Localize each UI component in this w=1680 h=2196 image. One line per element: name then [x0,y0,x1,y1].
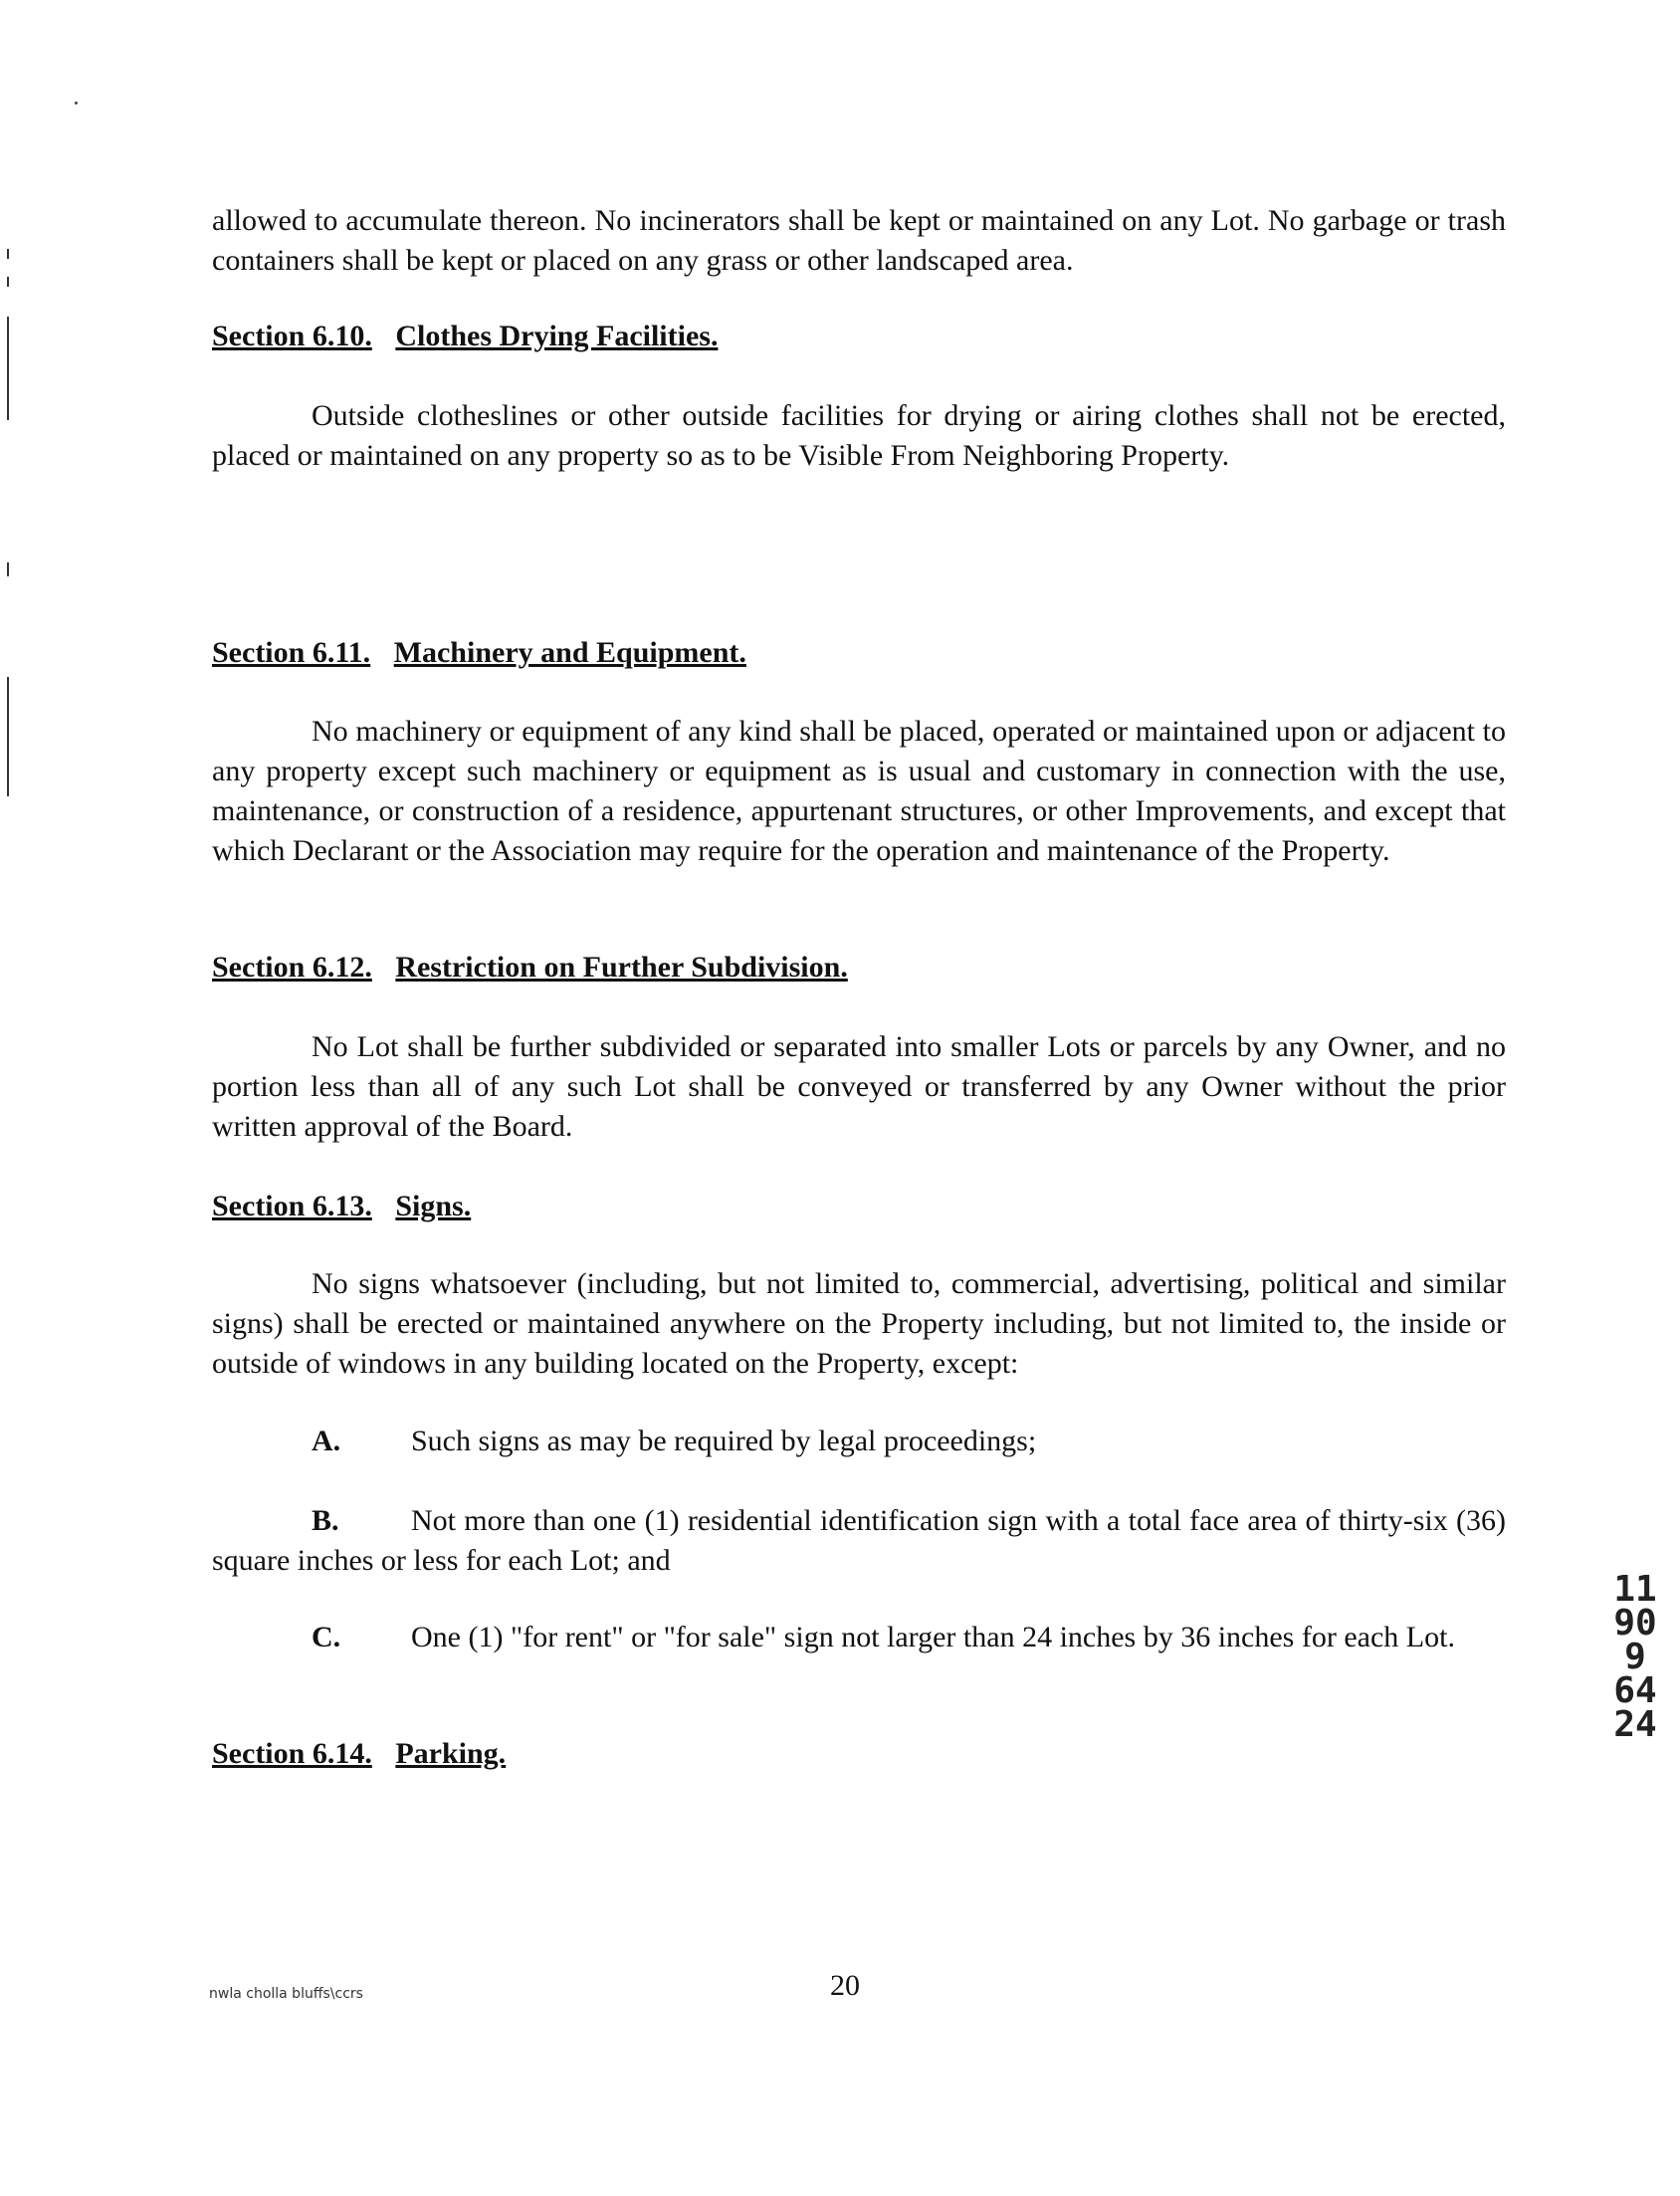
list-item-letter: C. [312,1621,341,1653]
scan-margin-line [7,677,9,796]
section-6-11-body-block [212,712,1506,871]
list-item [212,1618,1506,1657]
list-item-text: Such signs as may be required by legal proceedings; [411,1425,1037,1457]
scan-dot-mark [75,102,78,105]
section-number: Section 6.11. [212,636,371,669]
section-heading [212,948,1506,988]
list-item-letter: A. [312,1425,341,1457]
intro-block [212,201,1506,281]
section-title: Restriction on Further Subdivision. [395,951,848,984]
scan-margin-line [7,562,9,576]
section-heading [212,1187,1506,1226]
section-number: Section 6.13. [212,1190,372,1222]
section-heading [212,317,1506,356]
section-6-10-heading-block [212,317,1506,356]
list-item [212,1422,1506,1461]
section-title: Clothes Drying Facilities. [395,320,719,352]
section-6-11-heading-block [212,633,1506,673]
section-6-13-heading-block [212,1187,1506,1226]
section-6-12-heading-block [212,948,1506,988]
list-item [212,1501,1506,1581]
section-title: Parking. [395,1737,507,1770]
section-body: Outside clotheslines or other outside facilities for drying or airing clothes shall not be erected, placed or maintained on any property so as to be Visible From Neighboring Property. [212,399,1506,472]
section-number: Section 6.12. [212,951,372,984]
section-number: Section 6.14. [212,1737,372,1770]
intro-paragraph: allowed to accumulate thereon. No incinerators shall be kept or maintained on any Lot. No garbage or trash containers shall be kept or placed on any grass or other landscaped area. [212,204,1506,277]
section-heading [212,633,1506,673]
scan-margin-line [7,277,9,287]
list-item-text: Not more than one (1) residential identification sign with a total face area of thirty-six (36) square inches or less for each Lot; and [212,1504,1506,1577]
section-body: No signs whatsoever (including, but not limited to, commercial, advertising, political and similar signs) shall be erected or maintained anywhere on the Property including, but not limited to, the inside or outside of windows in any building located on the Property, except: [212,1267,1506,1380]
page-number: 20 [830,1969,860,2002]
list-item-letter: B. [312,1504,339,1537]
recording-number-stamp: 11909 6424 [1613,1569,1657,1745]
footer-file-path: nwla cholla bluffs\ccrs [209,1986,363,2002]
section-body: No Lot shall be further subdivided or separated into smaller Lots or parcels by any Owner, and no portion less than all of any such Lot shall be conveyed or transferred by any Owner without the prior written approval of the Board. [212,1030,1506,1143]
section-6-12-body-block [212,1027,1506,1147]
section-number: Section 6.10. [212,320,372,352]
scan-margin-line [7,406,9,420]
scan-margin-line [7,249,9,259]
section-6-10-body-block [212,396,1506,476]
section-body: No machinery or equipment of any kind shall be placed, operated or maintained upon or adjacent to any property except such machinery or equipment as is usual and customary in connection with the use, maintenance, or construction of a residence, appurtenant structures, or other Improvements, and except that which Declarant or the Association may require for the operation and maintenance of the Property. [212,715,1506,867]
section-title: Signs. [395,1190,472,1222]
list-item-text: One (1) "for rent" or "for sale" sign not larger than 24 inches by 36 inches for each Lot. [411,1621,1455,1653]
section-6-13-body-block [212,1264,1506,1384]
scan-margin-line [7,317,9,406]
section-6-14-heading-block [212,1734,1506,1774]
section-heading [212,1734,1506,1774]
section-title: Machinery and Equipment. [393,636,746,669]
